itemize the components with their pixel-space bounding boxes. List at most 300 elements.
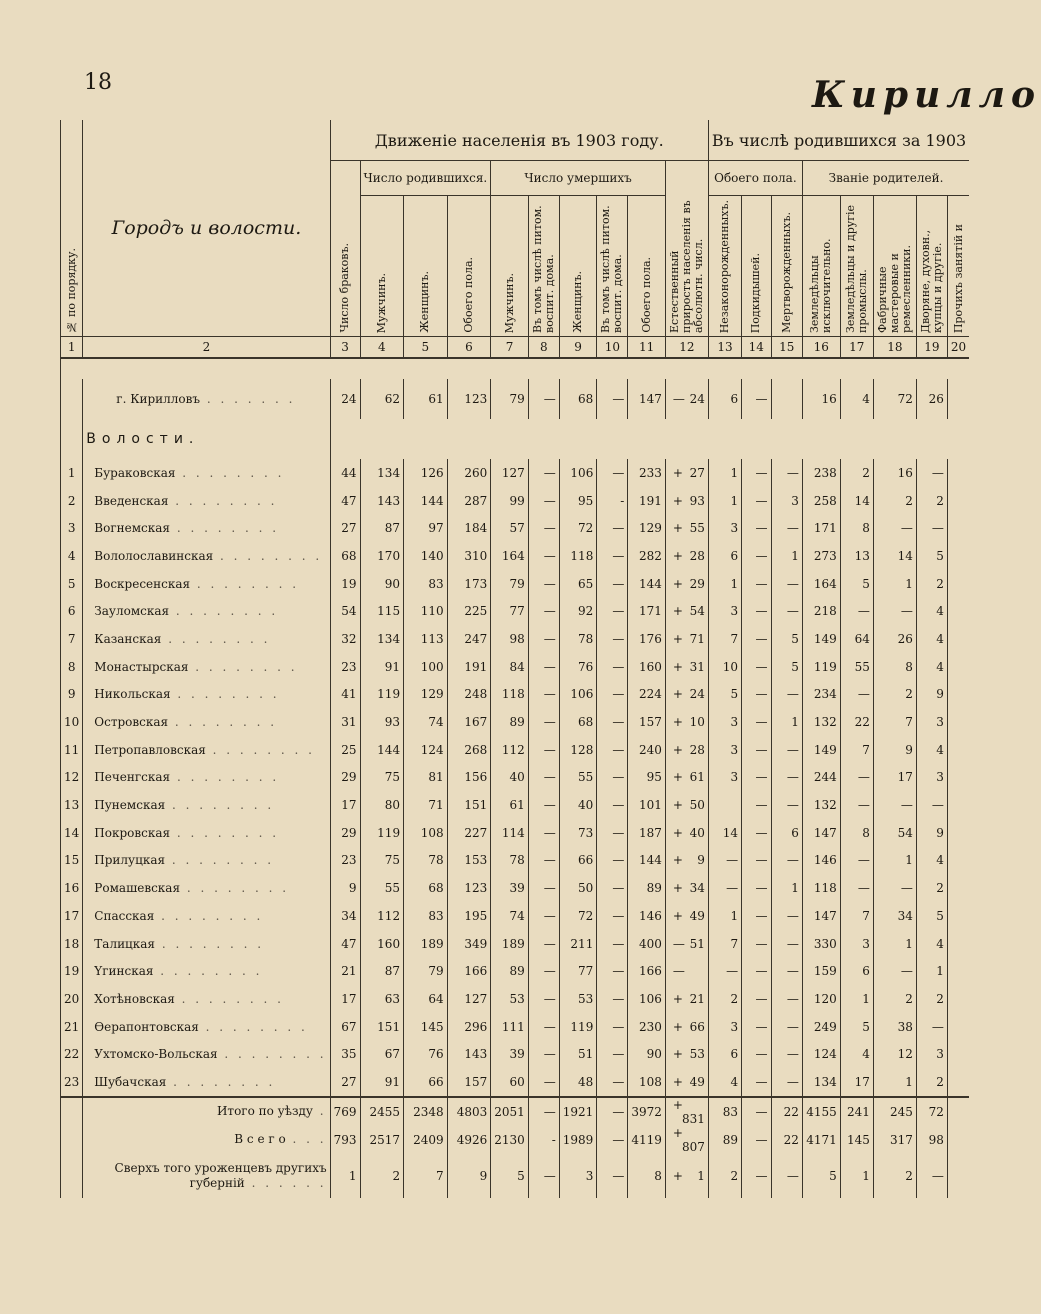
volost-name: Бураковская [94, 465, 176, 480]
movement-group-header: Движеніе населенія въ 1903 году. [330, 120, 708, 161]
value-cell: 241 [840, 1097, 873, 1126]
place-header: Городъ и волости. [83, 120, 330, 337]
value-cell: 144 [360, 736, 404, 764]
women-born-header: Женщинъ. [404, 196, 448, 337]
value-cell: 3 [771, 487, 802, 515]
table-row [61, 708, 970, 736]
value-cell: — [528, 764, 559, 792]
value-cell: 68 [559, 379, 597, 419]
value-cell: 793 [330, 1126, 360, 1154]
value-cell: — [597, 1068, 628, 1097]
value-cell: 258 [802, 487, 840, 515]
value-cell: — [597, 1126, 628, 1154]
value-cell: 310 [447, 542, 491, 570]
row-number: 13 [61, 791, 83, 819]
value-cell: 97 [404, 514, 448, 542]
growth-cell [665, 791, 708, 819]
growth-sign: — [672, 392, 685, 406]
value-cell: 77 [559, 957, 597, 985]
value-cell: — [840, 681, 873, 709]
growth-sign: + [672, 687, 683, 702]
value-cell: 12 [873, 1040, 916, 1068]
volost-name-cell [83, 514, 330, 542]
marriages-header: Число браковъ. [330, 161, 360, 337]
value-cell: — [742, 379, 771, 419]
row-number: 22 [61, 1040, 83, 1068]
growth-value: 21 [689, 991, 705, 1006]
table-row [61, 957, 970, 985]
growth-sign: + [672, 1168, 683, 1183]
value-cell: 191 [447, 653, 491, 681]
value-cell: 2051 [491, 1097, 529, 1126]
value-cell [947, 570, 969, 598]
value-cell: 14 [873, 542, 916, 570]
volost-name: Үгинская [94, 964, 154, 979]
value-cell: 247 [447, 625, 491, 653]
value-cell: 170 [360, 542, 404, 570]
value-cell: — [528, 379, 559, 419]
value-cell: 145 [404, 1013, 448, 1041]
value-cell: 260 [447, 459, 491, 487]
value-cell: 166 [447, 957, 491, 985]
value-cell: 55 [360, 874, 404, 902]
value-cell [947, 930, 969, 958]
column-number: 17 [840, 337, 873, 359]
value-cell: 23 [330, 847, 360, 875]
value-cell [947, 542, 969, 570]
value-cell: — [528, 653, 559, 681]
value-cell: — [597, 542, 628, 570]
volost-name: Спасская [94, 908, 155, 923]
value-cell: 268 [447, 736, 491, 764]
value-cell: — [597, 819, 628, 847]
value-cell: 108 [628, 1068, 666, 1097]
value-cell: 26 [916, 379, 947, 419]
value-cell [947, 653, 969, 681]
value-cell: 249 [802, 1013, 840, 1041]
value-cell: — [528, 1013, 559, 1041]
row-number: 2 [61, 487, 83, 515]
value-cell: 115 [360, 597, 404, 625]
volost-name: Введенская [94, 493, 169, 508]
growth-cell [665, 379, 708, 419]
volost-name-cell [83, 1040, 330, 1068]
value-cell: 98 [916, 1126, 947, 1154]
volost-name-cell [83, 653, 330, 681]
men-incl-header: Въ томъ числѣ питом. воспит. дома. [528, 196, 559, 337]
volost-name-cell [83, 681, 330, 709]
value-cell: — [873, 514, 916, 542]
value-cell: — [742, 542, 771, 570]
value-cell: — [597, 597, 628, 625]
value-cell: 17 [330, 791, 360, 819]
value-cell: 78 [491, 847, 529, 875]
value-cell [947, 847, 969, 875]
growth-value: 40 [689, 825, 705, 840]
volosti-title: Волости. [83, 419, 330, 459]
total-name-cell [83, 1126, 330, 1154]
value-cell: 34 [330, 902, 360, 930]
value-cell [947, 681, 969, 709]
volost-name-cell [83, 957, 330, 985]
value-cell [947, 708, 969, 736]
growth-cell [665, 1126, 708, 1154]
total-label: Итого по уѣзду [216, 1104, 313, 1119]
column-number: 7 [491, 337, 529, 359]
value-cell: 22 [771, 1126, 802, 1154]
value-cell: 5 [802, 1154, 840, 1198]
table-row [61, 791, 970, 819]
value-cell: 92 [559, 597, 597, 625]
value-cell: 1 [916, 957, 947, 985]
volost-name: Шубачская [94, 1074, 167, 1089]
value-cell: 3 [916, 708, 947, 736]
growth-sign: + [672, 991, 683, 1006]
value-cell: — [742, 930, 771, 958]
leader-dots: . . . . . . . . [217, 1047, 327, 1062]
value-cell: 134 [360, 459, 404, 487]
leader-dots: . . . . . . . . [188, 659, 298, 674]
page-number: 18 [84, 70, 112, 95]
value-cell: 1 [771, 874, 802, 902]
value-cell: 7 [404, 1154, 448, 1198]
value-cell: 1 [873, 930, 916, 958]
value-cell: — [742, 625, 771, 653]
growth-value: 10 [689, 715, 705, 730]
value-cell: 118 [491, 681, 529, 709]
value-cell: 3 [840, 930, 873, 958]
value-cell: 218 [802, 597, 840, 625]
value-cell: 95 [628, 764, 666, 792]
value-cell [708, 791, 741, 819]
value-cell: 39 [491, 1040, 529, 1068]
column-number: 9 [559, 337, 597, 359]
value-cell: 54 [330, 597, 360, 625]
value-cell: 149 [802, 736, 840, 764]
value-cell: 17 [873, 764, 916, 792]
value-cell: — [873, 597, 916, 625]
growth-sign: + [672, 548, 683, 563]
value-cell: 132 [802, 791, 840, 819]
column-number: 3 [330, 337, 360, 359]
value-cell: 230 [628, 1013, 666, 1041]
leader-dots: . . . . . . . . [168, 493, 278, 508]
value-cell: 51 [559, 1040, 597, 1068]
volost-name: Ухтомско-Вольская [94, 1047, 218, 1062]
table-row [61, 514, 970, 542]
value-cell: 5 [916, 902, 947, 930]
value-cell [947, 736, 969, 764]
value-cell: 171 [628, 597, 666, 625]
growth-cell [665, 597, 708, 625]
value-cell: 54 [873, 819, 916, 847]
value-cell: — [916, 791, 947, 819]
value-cell: 61 [491, 791, 529, 819]
value-cell: 2130 [491, 1126, 529, 1154]
leader-dots: . . . . . . . . [175, 465, 285, 480]
value-cell: — [528, 902, 559, 930]
value-cell: 41 [330, 681, 360, 709]
value-cell: 1 [708, 459, 741, 487]
value-cell [947, 487, 969, 515]
value-cell: 4803 [447, 1097, 491, 1126]
value-cell [947, 1040, 969, 1068]
parents-subheader: Званіе родителей. [802, 161, 969, 196]
value-cell: 132 [802, 708, 840, 736]
value-cell: 53 [559, 985, 597, 1013]
value-cell: 34 [873, 902, 916, 930]
row-number: 12 [61, 764, 83, 792]
value-cell: 113 [404, 625, 448, 653]
value-cell: — [771, 791, 802, 819]
growth-sign: — [672, 964, 685, 979]
value-cell: 32 [330, 625, 360, 653]
growth-value: 49 [689, 908, 705, 923]
value-cell: 89 [708, 1126, 741, 1154]
value-cell: 123 [447, 379, 491, 419]
column-number: 10 [597, 337, 628, 359]
value-cell: 5 [771, 653, 802, 681]
growth-value: 93 [689, 493, 705, 508]
value-cell: 90 [360, 570, 404, 598]
value-cell: 61 [404, 379, 448, 419]
value-cell: — [771, 597, 802, 625]
value-cell: — [742, 1068, 771, 1097]
value-cell: 23 [330, 653, 360, 681]
volost-name-cell [83, 570, 330, 598]
value-cell [947, 459, 969, 487]
value-cell: — [528, 1097, 559, 1126]
women-incl-header: Въ томъ числѣ питом. воспит. дома. [597, 196, 628, 337]
city-name-cell [83, 379, 330, 419]
value-cell: 296 [447, 1013, 491, 1041]
value-cell: 83 [404, 902, 448, 930]
value-cell: 47 [330, 930, 360, 958]
value-cell: 151 [360, 1013, 404, 1041]
value-cell: — [528, 514, 559, 542]
column-number: 13 [708, 337, 741, 359]
value-cell: 282 [628, 542, 666, 570]
value-cell: 47 [330, 487, 360, 515]
growth-cell [665, 681, 708, 709]
growth-value: 51 [689, 936, 705, 951]
table-row [61, 597, 970, 625]
growth-cell [665, 487, 708, 515]
value-cell: — [771, 930, 802, 958]
value-cell: — [742, 791, 771, 819]
growth-cell [665, 570, 708, 598]
column-number: 16 [802, 337, 840, 359]
leader-dots: . . . . . . . [200, 392, 296, 406]
value-cell: 40 [559, 791, 597, 819]
value-cell: 144 [628, 570, 666, 598]
row-number: 16 [61, 874, 83, 902]
value-cell: 27 [330, 1068, 360, 1097]
value-cell: — [597, 1013, 628, 1041]
value-cell: — [528, 819, 559, 847]
leader-dots: . . . . . . . . [165, 853, 275, 868]
volost-name-cell [83, 597, 330, 625]
value-cell: 64 [840, 625, 873, 653]
table-row [61, 487, 970, 515]
value-cell: 93 [360, 708, 404, 736]
value-cell: — [873, 957, 916, 985]
value-cell: 145 [840, 1126, 873, 1154]
value-cell: 83 [708, 1097, 741, 1126]
value-cell: — [528, 930, 559, 958]
value-cell: 134 [360, 625, 404, 653]
column-number: 5 [404, 337, 448, 359]
volost-name-cell [83, 764, 330, 792]
running-title: Кирилло [812, 74, 1041, 116]
value-cell: 8 [840, 819, 873, 847]
value-cell [947, 597, 969, 625]
row-number: 8 [61, 653, 83, 681]
value-cell: 81 [404, 764, 448, 792]
value-cell: 8 [873, 653, 916, 681]
value-cell: — [771, 681, 802, 709]
leader-dots: . . . . . . . . [170, 687, 280, 702]
value-cell: — [840, 791, 873, 819]
value-cell: 9 [330, 874, 360, 902]
growth-value: 28 [689, 742, 705, 757]
value-cell: 1 [840, 1154, 873, 1198]
value-cell: 62 [360, 379, 404, 419]
value-cell: — [528, 874, 559, 902]
value-cell: 57 [491, 514, 529, 542]
value-cell: 1 [708, 570, 741, 598]
volost-name: Зауломская [94, 604, 170, 619]
growth-value: 55 [689, 521, 705, 536]
value-cell: 27 [330, 514, 360, 542]
leader-dots: . . . . . . . . [213, 548, 323, 563]
value-cell: 146 [628, 902, 666, 930]
value-cell: 68 [330, 542, 360, 570]
value-cell: 140 [404, 542, 448, 570]
volost-name: Покровская [94, 825, 171, 840]
value-cell: 106 [628, 985, 666, 1013]
value-cell: 38 [873, 1013, 916, 1041]
growth-cell [665, 1013, 708, 1041]
value-cell: — [597, 874, 628, 902]
row-number: 5 [61, 570, 83, 598]
value-cell: — [742, 736, 771, 764]
value-cell: — [528, 985, 559, 1013]
growth-cell [665, 957, 708, 985]
value-cell: 25 [330, 736, 360, 764]
value-cell: 227 [447, 819, 491, 847]
table-row [61, 1040, 970, 1068]
value-cell: — [742, 487, 771, 515]
total-label: Сверхъ того уроженцевъ другихъ губерній [114, 1160, 327, 1190]
value-cell: 164 [802, 570, 840, 598]
value-cell: — [916, 1154, 947, 1198]
value-cell: 26 [873, 625, 916, 653]
value-cell: 1921 [559, 1097, 597, 1126]
city-row [61, 379, 970, 419]
value-cell: 74 [404, 708, 448, 736]
value-cell [947, 514, 969, 542]
volost-name-cell [83, 542, 330, 570]
value-cell: 98 [491, 625, 529, 653]
value-cell: 76 [559, 653, 597, 681]
value-cell [947, 764, 969, 792]
row-number: 20 [61, 985, 83, 1013]
value-cell: 156 [447, 764, 491, 792]
volost-name-cell [83, 1068, 330, 1097]
volost-name-cell [83, 736, 330, 764]
farmers-header: Земледѣльцы исключительно. [802, 196, 840, 337]
value-cell: 50 [559, 874, 597, 902]
born-among-group-header: Въ числѣ родившихся за 1903 [708, 120, 969, 161]
value-cell: - [528, 1126, 559, 1154]
total-label: В с е г о [234, 1132, 286, 1147]
value-cell: 248 [447, 681, 491, 709]
table-row [61, 1013, 970, 1041]
value-cell: 1 [771, 542, 802, 570]
column-number: 15 [771, 337, 802, 359]
column-number: 11 [628, 337, 666, 359]
value-cell: — [742, 847, 771, 875]
stillborn-header: Мертворожденныхъ. [771, 196, 802, 337]
value-cell: — [771, 957, 802, 985]
growth-sign: + [672, 604, 683, 619]
value-cell: 13 [840, 542, 873, 570]
table-row [61, 930, 970, 958]
value-cell: 60 [491, 1068, 529, 1097]
total-row [61, 1097, 970, 1126]
value-cell: 80 [360, 791, 404, 819]
value-cell: — [742, 681, 771, 709]
volost-name-cell [83, 874, 330, 902]
value-cell: — [742, 514, 771, 542]
value-cell: 89 [491, 708, 529, 736]
value-cell: — [528, 459, 559, 487]
value-cell: 9 [447, 1154, 491, 1198]
value-cell: 4 [916, 847, 947, 875]
value-cell: 87 [360, 957, 404, 985]
value-cell: 5 [708, 681, 741, 709]
value-cell: 149 [802, 625, 840, 653]
value-cell [947, 902, 969, 930]
volost-name: Воскресенская [94, 576, 191, 591]
value-cell: 167 [447, 708, 491, 736]
column-number: 2 [83, 337, 330, 359]
natural-growth-header: Естественный приростъ населенія въ абсолютн. числ. [665, 161, 708, 337]
value-cell: 187 [628, 819, 666, 847]
value-cell: 65 [559, 570, 597, 598]
value-cell: 112 [360, 902, 404, 930]
value-cell: 4119 [628, 1126, 666, 1154]
order-header: № по порядку. [61, 120, 83, 337]
value-cell: — [916, 459, 947, 487]
value-cell: — [916, 1013, 947, 1041]
value-cell: 79 [404, 957, 448, 985]
value-cell [771, 379, 802, 419]
volost-name: Монастырская [94, 659, 189, 674]
value-cell: — [742, 957, 771, 985]
table-row [61, 847, 970, 875]
value-cell: 123 [447, 874, 491, 902]
value-cell: — [597, 514, 628, 542]
value-cell: — [597, 736, 628, 764]
value-cell: 111 [491, 1013, 529, 1041]
value-cell: 29 [330, 764, 360, 792]
growth-value: 24 [689, 687, 705, 702]
value-cell: 6 [708, 542, 741, 570]
value-cell: 4 [916, 653, 947, 681]
value-cell: 2 [916, 874, 947, 902]
